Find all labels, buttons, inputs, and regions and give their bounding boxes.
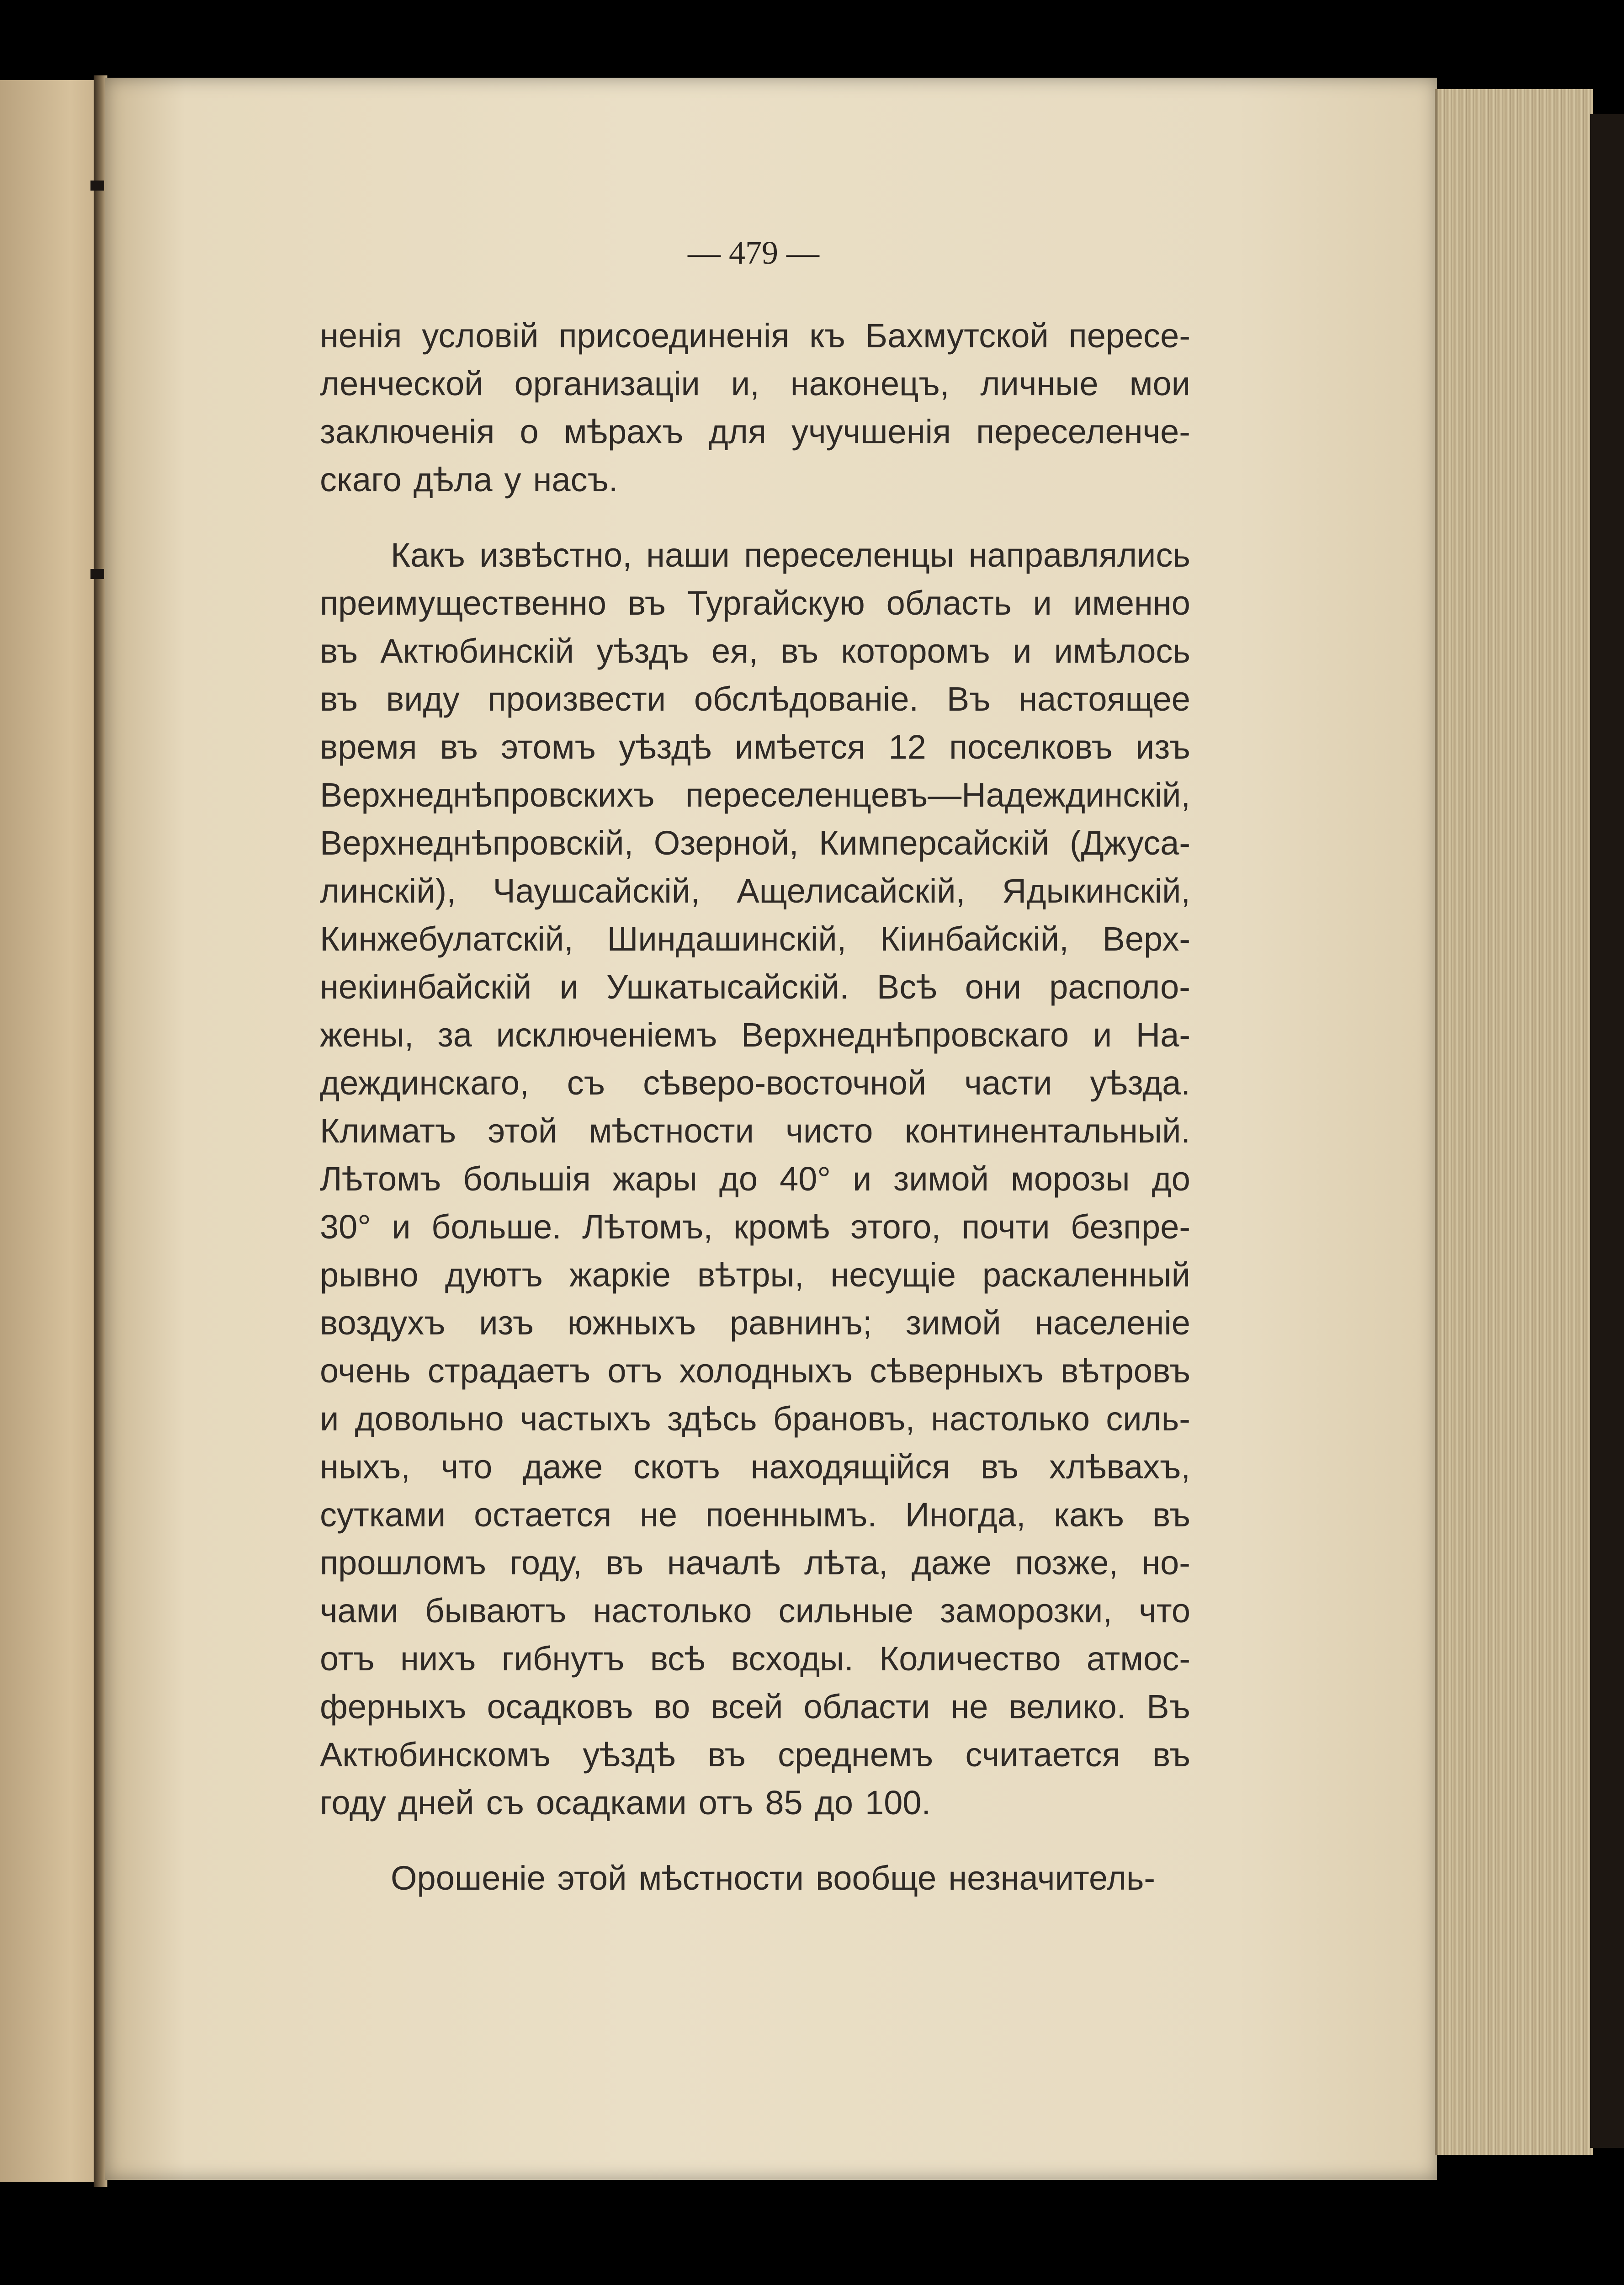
text-line: время въ этомъ уѣздѣ имѣется 12 поселковъ изъ bbox=[320, 728, 1190, 766]
page-number: — 479 — bbox=[688, 234, 819, 271]
text-line: Орошеніе этой мѣстности вообще незначитель- bbox=[391, 1859, 1156, 1897]
text-line: и довольно частыхъ здѣсь брановъ, настолько силь- bbox=[320, 1400, 1190, 1438]
binding-mark bbox=[90, 181, 104, 191]
text-line: 30° и больше. Лѣтомъ, кромѣ этого, почти безпре- bbox=[320, 1208, 1190, 1246]
text-line: ленческой организаціи и, наконецъ, личные мои bbox=[320, 365, 1190, 403]
text-line: рывно дуютъ жаркіе вѣтры, несущіе раскаленный bbox=[320, 1256, 1190, 1294]
text-line: году дней съ осадками отъ 85 до 100. bbox=[320, 1784, 931, 1822]
book-cover-edge bbox=[1590, 114, 1624, 2148]
text-line: Какъ извѣстно, наши переселенцы направлялись bbox=[391, 536, 1190, 574]
text-line: Лѣтомъ большія жары до 40° и зимой морозы до bbox=[320, 1160, 1190, 1198]
text-line: воздухъ изъ южныхъ равнинъ; зимой населеніе bbox=[320, 1304, 1190, 1342]
text-line: Верхнеднѣпровскій, Озерной, Кимперсайскій (Джуса- bbox=[320, 824, 1190, 862]
text-line: ненія условій присоединенія къ Бахмутской пересе- bbox=[320, 317, 1190, 355]
text-line: деждинскаго, съ сѣверо-восточной части уѣзда. bbox=[320, 1064, 1190, 1102]
text-line: ныхъ, что даже скотъ находящійся въ хлѣвахъ, bbox=[320, 1448, 1190, 1486]
text-line: въ виду произвести обслѣдованіе. Въ настоящее bbox=[320, 680, 1190, 718]
text-line: въ Актюбинскій уѣздъ ея, въ которомъ и имѣлось bbox=[320, 632, 1190, 670]
text-line: жены, за исключеніемъ Верхнеднѣпровскаго и На- bbox=[320, 1016, 1190, 1054]
paragraph bbox=[320, 1854, 1190, 1902]
paragraph bbox=[320, 531, 1190, 1827]
paragraph-gap bbox=[320, 1827, 1190, 1854]
text-line: некіинбайскій и Ушкатысайскій. Всѣ они располо- bbox=[320, 968, 1190, 1006]
text-line: преимущественно въ Тургайскую область и именно bbox=[320, 584, 1190, 622]
text-line: скаго дѣла у насъ. bbox=[320, 461, 618, 499]
text-line: Кинжебулатскій, Шиндашинскій, Кіинбайскій, Верх- bbox=[320, 920, 1190, 958]
text-line: Климатъ этой мѣстности чисто континентальный. bbox=[320, 1112, 1190, 1150]
text-line: отъ нихъ гибнутъ всѣ всходы. Количество атмос- bbox=[320, 1640, 1190, 1678]
paragraph-gap bbox=[320, 504, 1190, 531]
binding-mark bbox=[90, 569, 104, 579]
text-line: прошломъ году, въ началѣ лѣта, даже позже, но- bbox=[320, 1544, 1190, 1582]
text-line: сутками остается не поеннымъ. Иногда, какъ въ bbox=[320, 1496, 1190, 1534]
text-line: ферныхъ осадковъ во всей области не велико. Въ bbox=[320, 1688, 1190, 1726]
page-edges bbox=[1435, 89, 1593, 2155]
text-line: Актюбинскомъ уѣздѣ въ среднемъ считается въ bbox=[320, 1736, 1190, 1774]
text-line: чами бываютъ настолько сильные заморозки, что bbox=[320, 1592, 1190, 1630]
paragraph bbox=[320, 312, 1190, 504]
body-text bbox=[320, 312, 1190, 1902]
text-line: очень страдаетъ отъ холодныхъ сѣверныхъ вѣтровъ bbox=[320, 1352, 1190, 1390]
text-line: Верхнеднѣпровскихъ переселенцевъ—Надеждинскій, bbox=[320, 776, 1190, 814]
text-line: заключенія о мѣрахъ для учучшенія переселенче- bbox=[320, 413, 1190, 451]
left-page-edge bbox=[0, 80, 101, 2182]
text-line: линскій), Чаушсайскій, Ащелисайскій, Ядыкинскій, bbox=[320, 872, 1190, 910]
